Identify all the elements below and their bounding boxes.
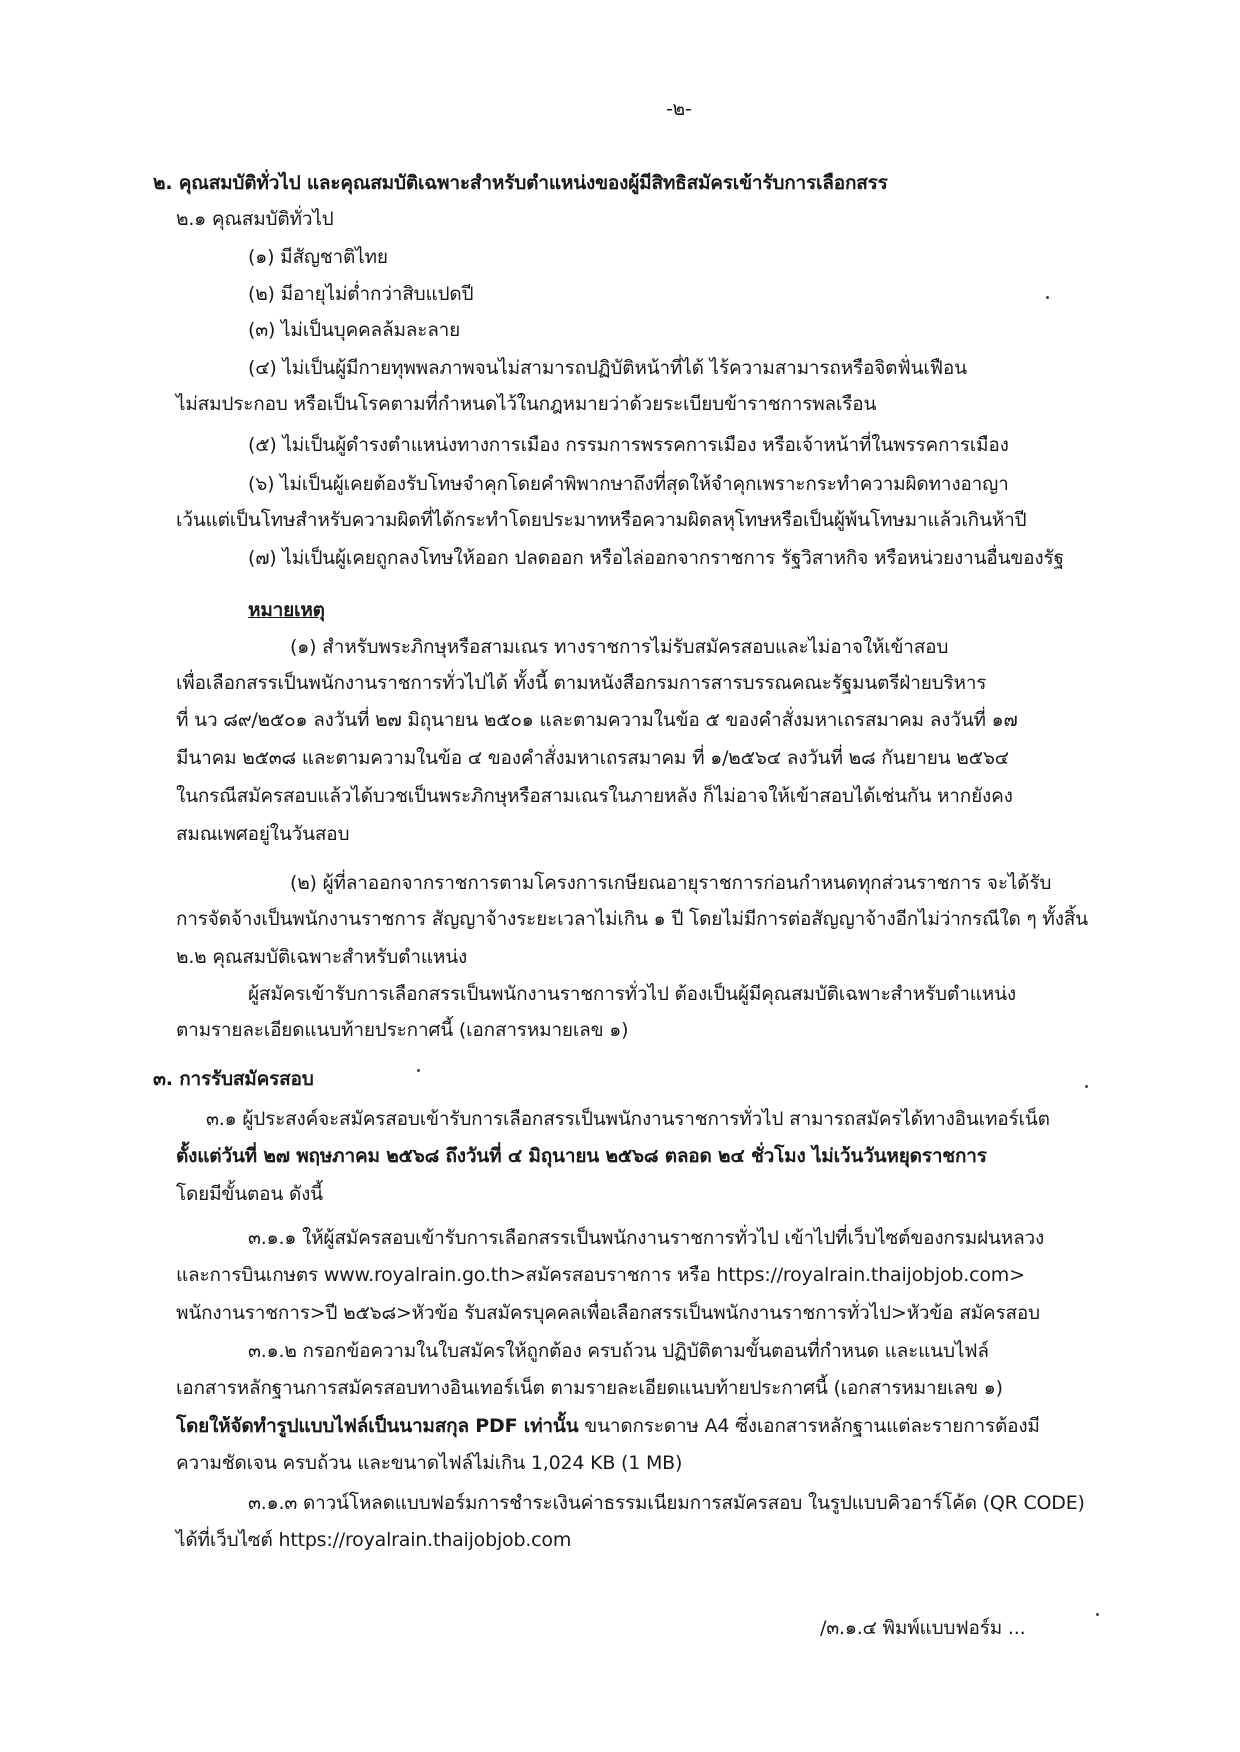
qualification-item: (๑) มีสัญชาติไทย — [248, 246, 388, 268]
paper-size-text: ขนาดกระดาษ A4 ซึ่งเอกสารหลักฐานแต่ละรายการต้องมี — [578, 1415, 1040, 1437]
step-3-1-1-line: และการบินเกษตร www.royalrain.go.th>สมัครสอบราชการ หรือ https://royalrain.thaijobjob.com> — [176, 1264, 1025, 1286]
note-line: (๑) สำหรับพระภิกษุหรือสามเณร ทางราชการไม่รับสมัครสอบและไม่อาจให้เข้าสอบ — [290, 636, 949, 658]
scan-speck — [417, 1069, 420, 1072]
scan-speck — [1085, 1085, 1088, 1088]
qualification-item: (๔) ไม่เป็นผู้มีกายทุพพลภาพจนไม่สามารถปฏิบัติหน้าที่ได้ ไร้ความสามารถหรือจิตฟั่นเฟือน — [248, 357, 967, 379]
scan-speck — [1096, 1613, 1099, 1616]
step-3-1-3-line: ๓.๑.๓ ดาวน์โหลดแบบฟอร์มการชำระเงินค่าธรรมเนียมการสมัครสอบ ในรูปแบบคิวอาร์โค้ด (QR CODE) — [248, 1492, 1085, 1514]
qualification-item: (๖) ไม่เป็นผู้เคยต้องรับโทษจำคุกโดยคำพิพากษาถึงที่สุดให้จำคุกเพราะกระทำความผิดทางอาญา — [248, 473, 1009, 495]
note-line: ในกรณีสมัครสอบแล้วได้บวชเป็นพระภิกษุหรือสามเณรในภายหลัง ก็ไม่อาจให้เข้าสอบได้เช่นกัน หากยังคง — [176, 785, 1013, 807]
scan-speck — [1046, 296, 1049, 299]
subsection-2-1-title: ๒.๑ คุณสมบัติทั่วไป — [176, 208, 334, 230]
step-3-1-2-line: เอกสารหลักฐานการสมัครสอบทางอินเทอร์เน็ต ตามรายละเอียดแนบท้ายประกาศนี้ (เอกสารหมายเลข ๑) — [176, 1377, 1003, 1399]
step-3-1-2-line: ความชัดเจน ครบถ้วน และขนาดไฟล์ไม่เกิน 1,024 KB (1 MB) — [176, 1452, 683, 1474]
step-3-1-1-line: ๓.๑.๑ ให้ผู้สมัครสอบเข้ารับการเลือกสรรเป็นพนักงานราชการทั่วไป เข้าไปที่เว็บไซต์ของกรมฝนหลวง — [248, 1227, 1045, 1249]
step-3-1-3-line: ได้ที่เว็บไซต์ https://royalrain.thaijobjob.com — [176, 1529, 572, 1551]
qualification-item-cont: เว้นแต่เป็นโทษสำหรับความผิดที่ได้กระทำโดยประมาทหรือความผิดลหุโทษหรือเป็นผู้พ้นโทษมาแล้วเกินห้าปี — [176, 509, 1027, 531]
qualification-item: (๒) มีอายุไม่ต่ำกว่าสิบแปดปี — [248, 283, 474, 305]
page-number: -๒- — [666, 98, 692, 120]
section-3-1-dates: ตั้งแต่วันที่ ๒๗ พฤษภาคม ๒๕๖๘ ถึงวันที่ ๔ มิถุนายน ๒๕๖๘ ตลอด ๒๔ ชั่วโมง ไม่เว้นวันหยุดราชการ — [176, 1145, 987, 1167]
qualification-item: (๓) ไม่เป็นบุคคลล้มละลาย — [248, 319, 461, 341]
qualification-item-cont: ไม่สมประกอบ หรือเป็นโรคตามที่กำหนดไว้ในกฎหมายว่าด้วยระเบียบข้าราชการพลเรือน — [176, 393, 877, 415]
section-2-heading: ๒. คุณสมบัติทั่วไป และคุณสมบัติเฉพาะสำหรับตำแหน่งของผู้มีสิทธิสมัครเข้ารับการเลือกสรร — [153, 172, 888, 194]
pdf-requirement: โดยให้จัดทำรูปแบบไฟล์เป็นนามสกุล PDF เท่านั้น — [176, 1415, 579, 1437]
continuation-note: /๓.๑.๔ พิมพ์แบบฟอร์ม ... — [820, 1617, 1026, 1639]
step-3-1-1-line: พนักงานราชการ>ปี ๒๕๖๘>หัวข้อ รับสมัครบุคคลเพื่อเลือกสรรเป็นพนักงานราชการทั่วไป>หัวข้อ สมัครสอบ — [176, 1302, 1040, 1324]
subsection-2-2-line: ตามรายละเอียดแนบท้ายประกาศนี้ (เอกสารหมายเลข ๑) — [176, 1019, 629, 1041]
step-3-1-2-line — [176, 1413, 1040, 1439]
step-3-1-2-line: ๓.๑.๒ กรอกข้อความในใบสมัครให้ถูกต้อง ครบถ้วน ปฏิบัติตามขั้นตอนที่กำหนด และแนบไฟล์ — [248, 1340, 989, 1362]
qualification-item: (๗) ไม่เป็นผู้เคยถูกลงโทษให้ออก ปลดออก หรือไล่ออกจากราชการ รัฐวิสาหกิจ หรือหน่วยงานอื่นของรัฐ — [248, 547, 1064, 569]
subsection-2-2-title: ๒.๒ คุณสมบัติเฉพาะสำหรับตำแหน่ง — [176, 946, 468, 968]
note-line: ที่ นว ๘๙/๒๕๐๑ ลงวันที่ ๒๗ มิถุนายน ๒๕๐๑ และตามความในข้อ ๕ ของคำสั่งมหาเถรสมาคม ลงวันที่ ๑๗ — [176, 709, 1018, 731]
section-3-heading: ๓. การรับสมัครสอบ — [153, 1068, 314, 1090]
note-line: มีนาคม ๒๕๓๘ และตามความในข้อ ๔ ของคำสั่งมหาเถรสมาคม ที่ ๑/๒๕๖๔ ลงวันที่ ๒๘ กันยายน ๒๕๖๔ — [176, 747, 1009, 769]
section-3-1-line: ๓.๑ ผู้ประสงค์จะสมัครสอบเข้ารับการเลือกสรรเป็นพนักงานราชการทั่วไป สามารถสมัครได้ทางอินเทอร์เน็ต — [206, 1108, 1050, 1130]
subsection-2-2-line: ผู้สมัครเข้ารับการเลือกสรรเป็นพนักงานราชการทั่วไป ต้องเป็นผู้มีคุณสมบัติเฉพาะสำหรับตำแหน่ง — [248, 983, 1016, 1005]
note-line: สมณเพศอยู่ในวันสอบ — [176, 823, 350, 845]
note-line: (๒) ผู้ที่ลาออกจากราชการตามโครงการเกษียณอายุราชการก่อนกำหนดทุกส่วนราชการ จะได้รับ — [290, 872, 1052, 894]
note-title: หมายเหตุ — [248, 599, 325, 621]
note-line: การจัดจ้างเป็นพนักงานราชการ สัญญาจ้างระยะเวลาไม่เกิน ๑ ปี โดยไม่มีการต่อสัญญาจ้างอีกไม่ว่ากรณีใด ๆ ทั้งสิ้น — [176, 908, 1088, 930]
section-3-1-line: โดยมีขั้นตอน ดังนี้ — [176, 1183, 323, 1205]
qualification-item: (๕) ไม่เป็นผู้ดำรงตำแหน่งทางการเมือง กรรมการพรรคการเมือง หรือเจ้าหน้าที่ในพรรคการเมือง — [248, 434, 1009, 456]
note-line: เพื่อเลือกสรรเป็นพนักงานราชการทั่วไปได้ ทั้งนี้ ตามหนังสือกรมการสารบรรณคณะรัฐมนตรีฝ่ายบริหาร — [176, 672, 987, 694]
